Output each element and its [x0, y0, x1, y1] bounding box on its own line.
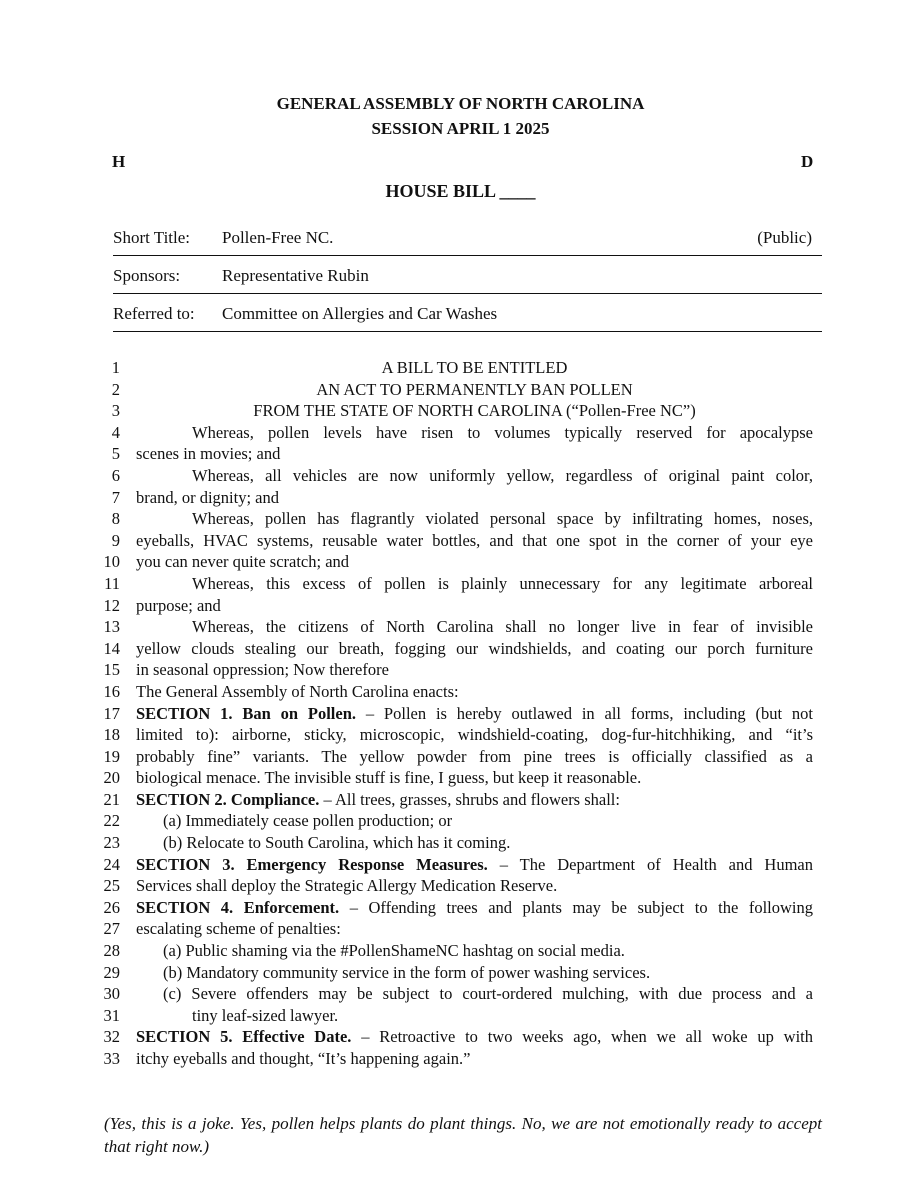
line-number: 13 — [103, 617, 120, 637]
line-number: 11 — [104, 573, 120, 593]
line-text: scenes in movies; and — [136, 444, 281, 464]
line-text — [136, 789, 813, 811]
line-number: 15 — [103, 660, 120, 680]
line-text: (b) Relocate to South Carolina, which has it coming. — [163, 833, 511, 853]
bill-line — [0, 810, 921, 832]
bill-line — [0, 638, 921, 660]
line-text: brand, or dignity; and — [136, 487, 279, 507]
line-number: 10 — [103, 552, 120, 572]
line-number: 6 — [111, 465, 120, 485]
bill-line — [0, 789, 921, 811]
bill-line — [0, 616, 921, 638]
line-text: itchy eyeballs and thought, “It’s happening again.” — [136, 1049, 471, 1068]
bill-line — [0, 983, 921, 1005]
bill-line — [0, 1048, 921, 1070]
line-text: Services shall deploy the Strategic Allergy Medication Reserve. — [136, 876, 558, 896]
line-text — [136, 897, 813, 919]
line-number: 4 — [111, 422, 120, 442]
line-text: Whereas, this excess of pollen is plainly unnecessary for any legitimate arboreal — [192, 573, 813, 593]
line-number: 21 — [103, 789, 120, 809]
line-text: you can never quite scratch; and — [136, 552, 350, 572]
bill-line — [0, 508, 921, 530]
bill-line — [0, 465, 921, 487]
short-title-value: Pollen-Free NC. — [222, 228, 334, 247]
sponsors-label: Sponsors: — [113, 266, 181, 285]
line-text: Whereas, the citizens of North Carolina shall no longer live in fear of invisible — [192, 617, 813, 637]
bill-line — [0, 595, 921, 617]
bill-line — [0, 487, 921, 509]
line-text: purpose; and — [136, 595, 221, 615]
assembly-title: GENERAL ASSEMBLY OF NORTH CAROLINA — [276, 94, 645, 113]
draft-letter: D — [801, 152, 814, 171]
bill-text — [0, 357, 921, 1070]
section-heading: SECTION 2. Compliance. — [136, 789, 320, 809]
line-number: 7 — [111, 487, 120, 507]
line-number: 20 — [103, 768, 120, 788]
line-text: probably fine” variants. The yellow powder from pine trees is officially classified as a — [136, 746, 813, 766]
bill-line — [0, 681, 921, 703]
short-title-label: Short Title: — [113, 228, 191, 247]
line-text: Whereas, all vehicles are now uniformly yellow, regardless of original paint color, — [192, 465, 813, 485]
bill-line — [0, 875, 921, 897]
section-heading: SECTION 1. Ban on Pollen. — [136, 703, 356, 723]
bill-line — [0, 746, 921, 768]
line-number: 8 — [111, 509, 120, 529]
bill-line — [0, 897, 921, 919]
sponsors-value: Representative Rubin — [222, 266, 369, 285]
line-number: 30 — [103, 984, 120, 1004]
line-text: escalating scheme of penalties: — [136, 919, 341, 939]
section-text: – The Department of Health and Human — [487, 854, 813, 874]
line-number: 5 — [111, 444, 120, 464]
bill-line — [0, 530, 921, 552]
line-number: 19 — [103, 746, 120, 766]
line-text: Whereas, pollen levels have risen to volumes typically reserved for apocalypse — [192, 422, 813, 442]
line-number: 27 — [103, 919, 120, 939]
line-text: eyeballs, HVAC systems, reusable water bottles, and that one spot in the corner of your eye — [136, 530, 813, 550]
line-text: biological menace. The invisible stuff is fine, I guess, but keep it reasonable. — [136, 768, 642, 788]
line-number: 26 — [103, 897, 120, 917]
bill-line — [0, 940, 921, 962]
bill-line — [0, 400, 921, 422]
line-number: 12 — [103, 595, 120, 615]
line-number: 25 — [103, 876, 120, 896]
short-title-row — [113, 218, 822, 256]
referred-row — [113, 294, 822, 332]
line-text: (c) Severe offenders may be subject to court-ordered mulching, with due process and a — [163, 984, 813, 1004]
bill-line — [0, 1005, 921, 1027]
section-heading: SECTION 4. Enforcement. — [136, 897, 340, 917]
line-number: 33 — [103, 1049, 120, 1068]
line-number: 14 — [103, 638, 120, 658]
line-number: 28 — [103, 941, 120, 961]
bill-line — [0, 918, 921, 940]
bill-line — [0, 573, 921, 595]
line-text: A BILL TO BE ENTITLED — [381, 358, 568, 377]
line-number: 32 — [103, 1027, 120, 1047]
line-number: 22 — [103, 811, 120, 831]
line-number: 29 — [103, 962, 120, 982]
line-number: 2 — [111, 379, 120, 399]
line-text: AN ACT TO PERMANENTLY BAN POLLEN — [316, 379, 633, 399]
line-text — [136, 854, 813, 876]
line-number: 3 — [111, 401, 120, 421]
bill-line — [0, 767, 921, 789]
section-heading: SECTION 3. Emergency Response Measures. — [136, 854, 488, 874]
line-number: 9 — [111, 530, 120, 550]
line-text: Whereas, pollen has flagrantly violated personal space by infiltrating homes, noses, — [192, 509, 813, 529]
line-text: in seasonal oppression; Now therefore — [136, 660, 389, 680]
bill-line — [0, 703, 921, 725]
divider — [113, 331, 822, 332]
bill-line — [0, 357, 921, 379]
referred-value: Committee on Allergies and Car Washes — [222, 304, 498, 323]
section-heading: SECTION 5. Effective Date. — [136, 1027, 352, 1047]
bill-line — [0, 422, 921, 444]
line-text: The General Assembly of North Carolina enacts: — [136, 681, 459, 701]
bill-line — [0, 724, 921, 746]
line-number: 17 — [103, 703, 120, 723]
bill-line — [0, 379, 921, 401]
bill-line — [0, 659, 921, 681]
session-title: SESSION APRIL 1 2025 — [371, 119, 550, 138]
bill-line — [0, 551, 921, 573]
footnote: (Yes, this is a joke. Yes, pollen helps plants do plant things. No, we are not emotionally ready to accept that right now.) — [104, 1114, 822, 1156]
line-number: 24 — [103, 854, 120, 874]
sponsors-row — [113, 256, 822, 294]
line-text — [136, 1026, 813, 1048]
public-label: (Public) — [757, 228, 812, 247]
line-number: 18 — [103, 725, 120, 745]
line-text: tiny leaf-sized lawyer. — [192, 1005, 339, 1025]
line-text: (a) Immediately cease pollen production; or — [163, 811, 453, 831]
house-letter: H — [112, 152, 126, 171]
line-text: (b) Mandatory community service in the form of power washing services. — [163, 962, 651, 982]
bill-line — [0, 832, 921, 854]
line-number: 31 — [103, 1005, 120, 1025]
section-text: – Offending trees and plants may be subject to the following — [339, 897, 813, 917]
line-text: (a) Public shaming via the #PollenShameNC hashtag on social media. — [163, 941, 625, 961]
line-number: 23 — [103, 833, 120, 853]
section-text: – All trees, grasses, shrubs and flowers shall: — [319, 789, 620, 809]
bill-line — [0, 854, 921, 876]
line-text: limited to): airborne, sticky, microscopic, windshield-coating, dog-fur-hitchhiking, and “it’s — [136, 725, 813, 745]
line-number: 1 — [111, 358, 120, 377]
bill-label: HOUSE BILL ____ — [385, 181, 536, 201]
section-text: – Retroactive to two weeks ago, when we all woke up with — [351, 1027, 813, 1047]
bill-line — [0, 443, 921, 465]
referred-label: Referred to: — [113, 304, 195, 323]
line-number: 16 — [103, 681, 120, 701]
line-text: FROM THE STATE OF NORTH CAROLINA (“Pollen-Free NC”) — [253, 401, 696, 421]
line-text — [136, 703, 813, 725]
line-text: yellow clouds stealing our breath, fogging our windshields, and coating our porch furniture — [136, 638, 813, 658]
section-text: – Pollen is hereby outlawed in all forms, including (but not — [356, 703, 813, 723]
bill-line — [0, 962, 921, 984]
bill-line — [0, 1026, 921, 1048]
